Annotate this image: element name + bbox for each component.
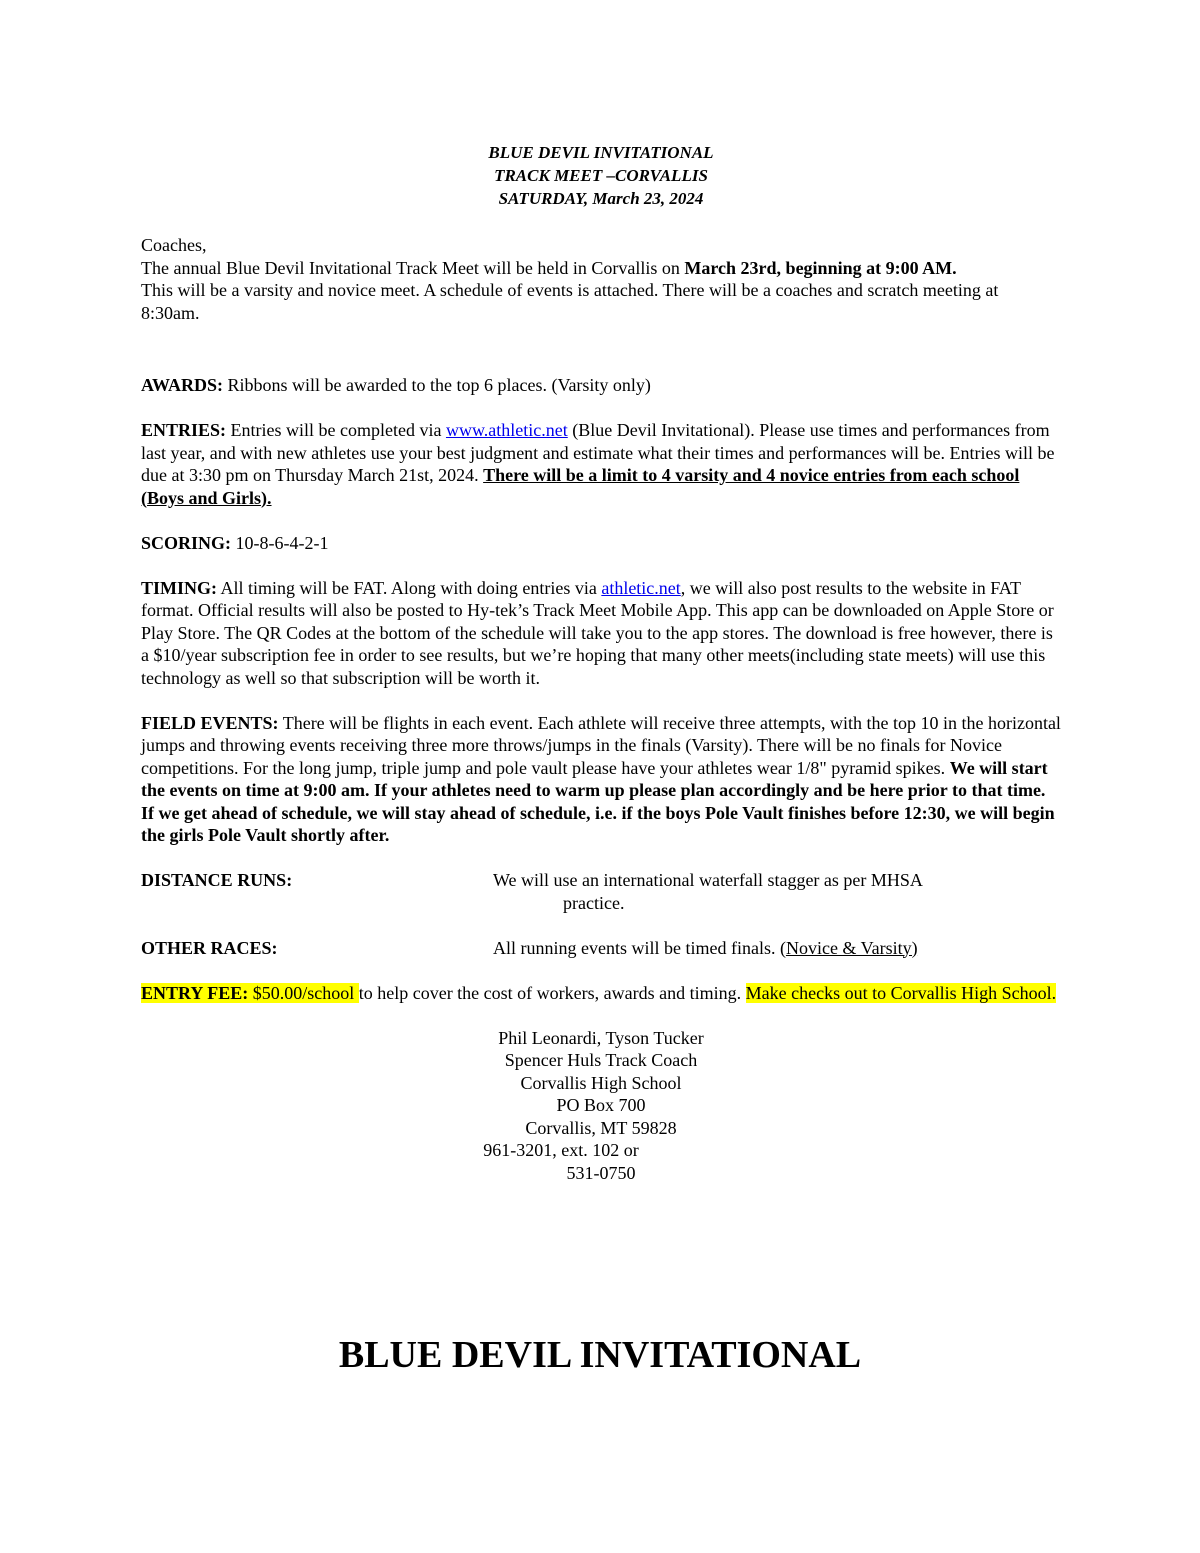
distance-runs-label: DISTANCE RUNS: bbox=[141, 870, 293, 890]
entries-text-a: Entries will be completed via bbox=[226, 420, 446, 440]
timing-label: TIMING: bbox=[141, 577, 217, 598]
field-events-text: There will be flights in each event. Each athlete will receive three attempts, with the top 10 in the horizontal jumps and throwing events receiving three more throws/jumps in the finals (Varsity). There will be no finals for Novice competitions. For the long jump, triple jump and pole vault please have your athletes wear 1/8" pyramid spikes. bbox=[141, 712, 1061, 778]
signature-block bbox=[141, 1027, 1061, 1185]
signature-po-box: PO Box 700 bbox=[556, 1095, 646, 1115]
footer-title: BLUE DEVIL INVITATIONAL bbox=[338, 1334, 862, 1376]
intro-date-bold: March 23rd, beginning at 9:00 AM. bbox=[684, 257, 957, 278]
entry-fee-checks-notice: Make checks out to Corvallis High School. bbox=[745, 982, 1057, 1003]
signature-name: Phil Leonardi, Tyson Tucker bbox=[498, 1027, 704, 1048]
distance-runs-text bbox=[493, 869, 973, 914]
entries-label: ENTRIES: bbox=[141, 420, 227, 440]
entry-fee-amount: $50.00/school bbox=[248, 982, 359, 1003]
scoring-label: SCORING: bbox=[141, 532, 232, 553]
field-events-bold-notice: We will start the events on time at 9:00 am. If your athletes need to warm up please plan accordingly and be here prior to that time. If we get ahead of schedule, we will stay ahead of schedule, i.e. if the boys Pole Vault finishes before 12:30, we will begin the girls Pole Vault shortly after. bbox=[141, 757, 1055, 845]
other-races-section bbox=[141, 937, 1061, 960]
field-events-section bbox=[141, 712, 1061, 847]
athletic-net-link[interactable]: www.athletic.net bbox=[445, 420, 568, 440]
signature-school: Corvallis High School bbox=[520, 1072, 682, 1093]
intro-text-b: This will be a varsity and novice meet. A schedule of events is attached. There will be a coaches and scratch meeting at 8:30am. bbox=[141, 280, 999, 323]
document-page bbox=[141, 141, 1061, 1184]
entry-fee-text: to help cover the cost of workers, awards and timing. bbox=[358, 982, 746, 1003]
distance-runs-line-2: practice. bbox=[563, 892, 625, 913]
signature-title: Spencer Huls Track Coach bbox=[504, 1050, 698, 1070]
other-races-label: OTHER RACES: bbox=[141, 937, 278, 958]
intro-text-a: The annual Blue Devil Invitational Track Meet will be held in Corvallis on bbox=[141, 257, 685, 278]
greeting: Coaches, bbox=[141, 235, 207, 255]
header-line-1: BLUE DEVIL INVITATIONAL bbox=[488, 143, 714, 162]
scoring-section bbox=[141, 532, 1061, 555]
entries-text-b: (Blue Devil Invitational). Please use times and performances from last year, and with new athletes use your best judgment and estimate what their times and performances will be. Entries will be due at 3:30 pm on Thursday March 21st, 2024. bbox=[141, 420, 1055, 485]
timing-section bbox=[141, 577, 1061, 690]
distance-runs-line-1: We will use an international waterfall stagger as per MHSA bbox=[493, 870, 923, 890]
header-line-2: TRACK MEET –CORVALLIS bbox=[494, 166, 708, 185]
athletic-net-link-2[interactable]: athletic.net bbox=[601, 577, 681, 598]
timing-text-b: , we will also post results to the website in FAT format. Official results will also be posted to Hy-tek’s Track Meet Mobile App. This app can be downloaded on Apple Store or Play Store. The QR Codes at the bottom of the schedule will take you to the app stores. The download is free however, there is a $10/year subscription fee in order to see results, but we’re hoping that many other meets(including state meets) will use this technology as well so that subscription will be worth it. bbox=[141, 577, 1054, 688]
awards-section bbox=[141, 374, 1061, 397]
distance-runs-section bbox=[141, 869, 1061, 914]
signature-phone-2: 531-0750 bbox=[566, 1162, 636, 1183]
scoring-text: 10-8-6-4-2-1 bbox=[231, 532, 329, 553]
signature-phone-1: 961-3201, ext. 102 or bbox=[483, 1140, 639, 1160]
signature-city: Corvallis, MT 59828 bbox=[525, 1117, 677, 1138]
other-races-text bbox=[493, 937, 973, 960]
entry-fee-label: ENTRY FEE: bbox=[141, 982, 249, 1003]
document-header bbox=[141, 141, 1061, 210]
entry-fee-section bbox=[141, 982, 1061, 1005]
awards-text: Ribbons will be awarded to the top 6 places. (Varsity only) bbox=[223, 375, 651, 395]
awards-label: AWARDS: bbox=[141, 375, 224, 395]
timing-text-a: All timing will be FAT. Along with doing entries via bbox=[217, 577, 602, 598]
other-races-underlined: Novice & Varsity) bbox=[785, 937, 918, 958]
entries-limit-notice: There will be a limit to 4 varsity and 4 novice entries from each school (Boys and Girls). bbox=[141, 465, 1020, 508]
header-line-3: SATURDAY, March 23, 2024 bbox=[498, 189, 704, 208]
intro-paragraph bbox=[141, 257, 1061, 280]
field-events-label: FIELD EVENTS: bbox=[141, 712, 279, 733]
other-races-text-a: All running events will be timed finals. ( bbox=[493, 937, 786, 958]
entries-section bbox=[141, 419, 1061, 509]
